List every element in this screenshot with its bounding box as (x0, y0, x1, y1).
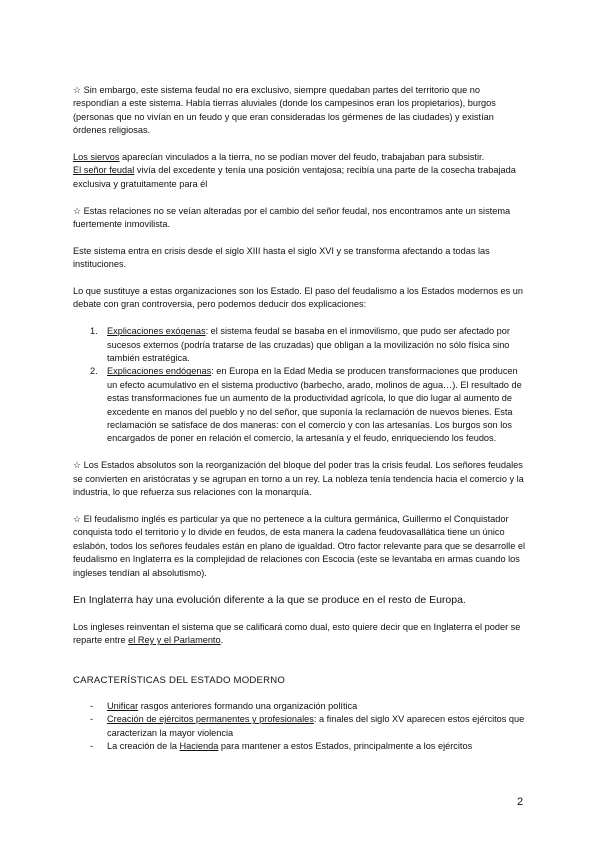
paragraph-feudal-exceptions: ☆ Sin embargo, este sistema feudal no era exclusivo, siempre quedaban partes del territorio que no respondían a este sistema. Había tierras aluviales (donde los campesinos eran los propietarios), burgos (personas que no vivían en un feudo y que eran consideradas los gérmenes de las ciudades) y existían órdenes religiosas. (73, 85, 496, 136)
paragraph-crisis: Este sistema entra en crisis desde el siglo XIII hasta el siglo XVI y se transforma afectando a todas las instituciones. (73, 245, 490, 270)
paragraph-estados: Lo que sustituye a estas organizaciones son los Estado. El paso del feudalismo a los Estados modernos es un debate con gran controversia, pero podemos deducir dos explicaciones: (73, 286, 523, 310)
characteristics-list (73, 700, 528, 754)
list-item: 2. Explicaciones endógenas: en Europa en la Edad Media se producen transformaciones que producen un efecto acumulativo en el sistema productivo (barbecho, arado, molinos de agua…). El resultado de estas transformaciones fue un aumento de la productividad agrícola, lo que dio lugar al aumento de excedente en manos del pueblo y no del señor, que suponía la reclamación de nuevos bienes. Esta reclamación se satisface de dos maneras: con el comercio y con las artesanías. Los burgos son los encargados de poner en relación el comercio, la artesanía y el feudo, enriqueciendo los feudos. (90, 366, 522, 444)
star-icon: ☆ (73, 513, 82, 524)
list-item: - La creación de la Hacienda para mantener a estos Estados, principalmente a los ejércitos (90, 741, 473, 752)
page-number: 2 (517, 796, 524, 808)
paragraph-inmovilismo: ☆ Estas relaciones no se veían alteradas por el cambio del señor feudal, nos encontramos ante un sistema fuertemente inmovilista. (73, 205, 511, 230)
paragraph-evolucion: En Inglaterra hay una evolución diferente a la que se produce en el resto de Europa. (73, 594, 466, 607)
paragraph-siervos: Los siervos aparecían vinculados a la tierra, no se podían mover del feudo, trabajaban para subsistir. El señor feudal vivía del excedente y tenía una posición ventajosa; recibía una parte de la cosecha trabajada exclusiva y gratuitamente para él (73, 152, 516, 189)
star-icon: ☆ (73, 205, 82, 216)
paragraph-feudalismo-ingles: ☆ El feudalismo inglés es particular ya que no pertenece a la cultura germánica, Guillermo el Conquistador conquista todo el territorio y lo divide en feudos, de esta manera la cadena feudovasallática tiene un único eslabón, todos los señores feudales están en plano de igualdad. Otro factor relevante para que se desarrolle el feudalismo en Inglaterra es la complejidad de relaciones con Escocia (este se levantaba en armas cuando los ingleses tendían al absolutismo). (73, 513, 526, 578)
list-item: 1. Explicaciones exógenas: el sistema feudal se basaba en el inmovilismo, que pudo ser afectado por sucesos externos (podría tratarse de las cruzadas) que obligan a la movilización no sólo física sino también estratégica. (90, 326, 510, 364)
page-content (73, 84, 528, 754)
paragraph-estados-absolutos: ☆ Los Estados absolutos son la reorganización del bloque del poder tras la crisis feudal. Los señores feudales se convierten en aristócratas y se agrupan en torno a un rey. La nobleza tenía tendencia hacia el comercio y la industria, lo que refuerza sus relaciones con la monarquía. (73, 460, 524, 498)
section-heading: CARACTERÍSTICAS DEL ESTADO MODERNO (73, 674, 286, 686)
star-icon: ☆ (73, 460, 82, 471)
list-item: - Unificar rasgos anteriores formando una organización política (90, 700, 358, 711)
paragraph-sistema-dual: Los ingleses reinventan el sistema que se calificará como dual, esto quiere decir que en Inglaterra el poder se reparte entre el Rey y el Parlamento. (73, 621, 521, 646)
star-icon: ☆ (73, 85, 82, 95)
list-item: - Creación de ejércitos permanentes y profesionales: a finales del siglo XV aparecen estos ejércitos que caracterizan la mayor violencia (90, 714, 525, 738)
explanations-list (73, 325, 528, 446)
